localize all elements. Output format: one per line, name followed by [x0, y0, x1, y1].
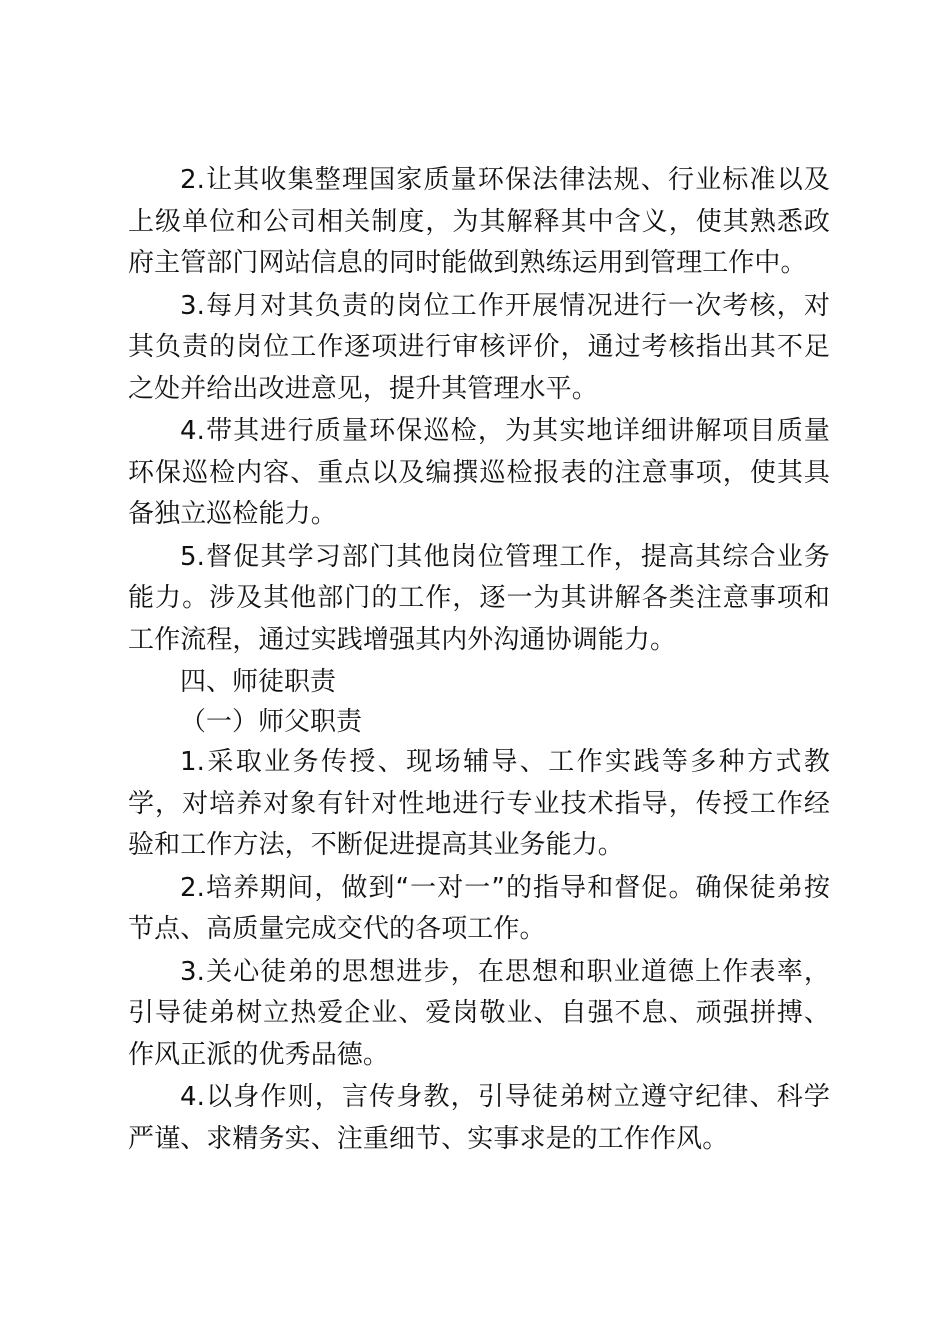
paragraph-2-one-on-one: 2.培养期间，做到“一对一”的指导和督促。确保徒弟按节点、高质量完成交代的各项工作。: [128, 872, 830, 944]
paragraph-5-cross-department: 5.督促其学习部门其他岗位管理工作，提高其综合业务能力。涉及其他部门的工作，逐一为其讲解各类注意事项和工作流程，通过实践增强其内外沟通协调能力。: [128, 541, 830, 655]
paragraph-4-lead-by-example: 4.以身作则，言传身教，引导徒弟树立遵守纪律、科学严谨、求精务实、注重细节、实事求是的工作作风。: [128, 1082, 830, 1154]
document-body: [128, 160, 830, 1161]
subsection-heading-master-duties: （一）师父职责: [180, 707, 363, 737]
section-heading-duties: 四、师徒职责: [180, 667, 337, 697]
paragraph-3-monthly-assessment: 3.每月对其负责的岗位工作开展情况进行一次考核，对其负责的岗位工作逐项进行审核评价，通过考核指出其不足之处并给出改进意见，提升其管理水平。: [128, 290, 830, 404]
paragraph-2-regulations: 2.让其收集整理国家质量环保法律法规、行业标准以及上级单位和公司相关制度，为其解释其中含义，使其熟悉政府主管部门网站信息的同时能做到熟练运用到管理工作中。: [128, 165, 830, 278]
paragraph-3-moral-guidance: 3.关心徒弟的思想进步，在思想和职业道德上作表率，引导徒弟树立热爱企业、爱岗敬业、自强不息、顽强拼搏、作风正派的优秀品德。: [128, 956, 830, 1070]
paragraph-4-inspection: 4.带其进行质量环保巡检，为其实地详细讲解项目质量环保巡检内容、重点以及编撰巡检报表的注意事项，使其具备独立巡检能力。: [128, 416, 830, 529]
paragraph-1-teaching-methods: 1.采取业务传授、现场辅导、工作实践等多种方式教学，对培养对象有针对性地进行专业技术指导，传授工作经验和工作方法，不断促进提高其业务能力。: [128, 747, 830, 860]
